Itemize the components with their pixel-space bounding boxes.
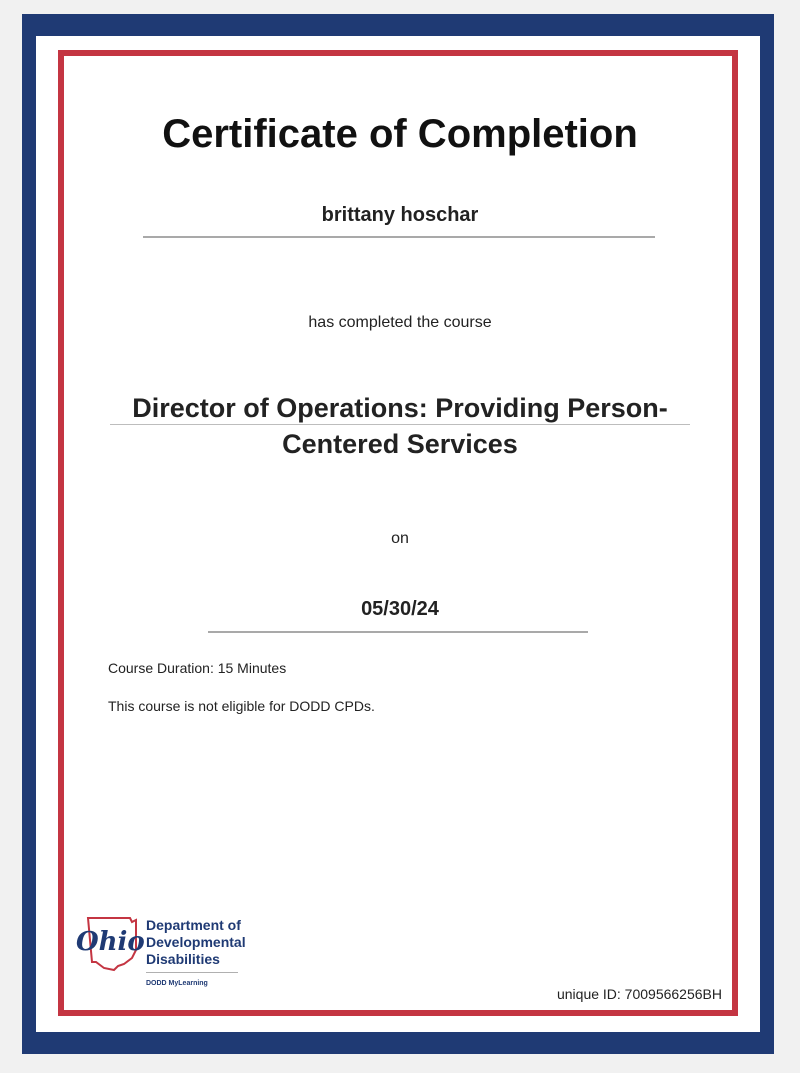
on-text: on [391,530,409,547]
course-underline [110,424,690,425]
course-title-line2: Centered Services [282,429,518,459]
completion-date: 05/30/24 [361,598,439,620]
department-line2: Developmental [146,934,246,950]
logo-subtitle: DODD MyLearning [146,980,208,987]
date-underline [208,631,588,633]
department-name [146,917,246,968]
department-line3: Disabilities [146,951,220,967]
completed-text: has completed the course [308,314,492,331]
recipient-underline [143,236,655,238]
unique-id: unique ID: 7009566256BH [556,986,722,1002]
course-title [95,390,705,462]
cpd-eligibility: This course is not eligible for DODD CPDs. [108,698,375,714]
course-title-line1: Director of Operations: Providing Person- [132,393,668,423]
ohio-script-text: Ohio [76,927,145,957]
recipient-name: brittany hoschar [321,204,479,226]
department-line1: Department of [146,917,241,933]
course-duration: Course Duration: 15 Minutes [108,660,287,676]
certificate-title: Certificate of Completion [162,112,638,156]
logo-divider [146,972,238,973]
